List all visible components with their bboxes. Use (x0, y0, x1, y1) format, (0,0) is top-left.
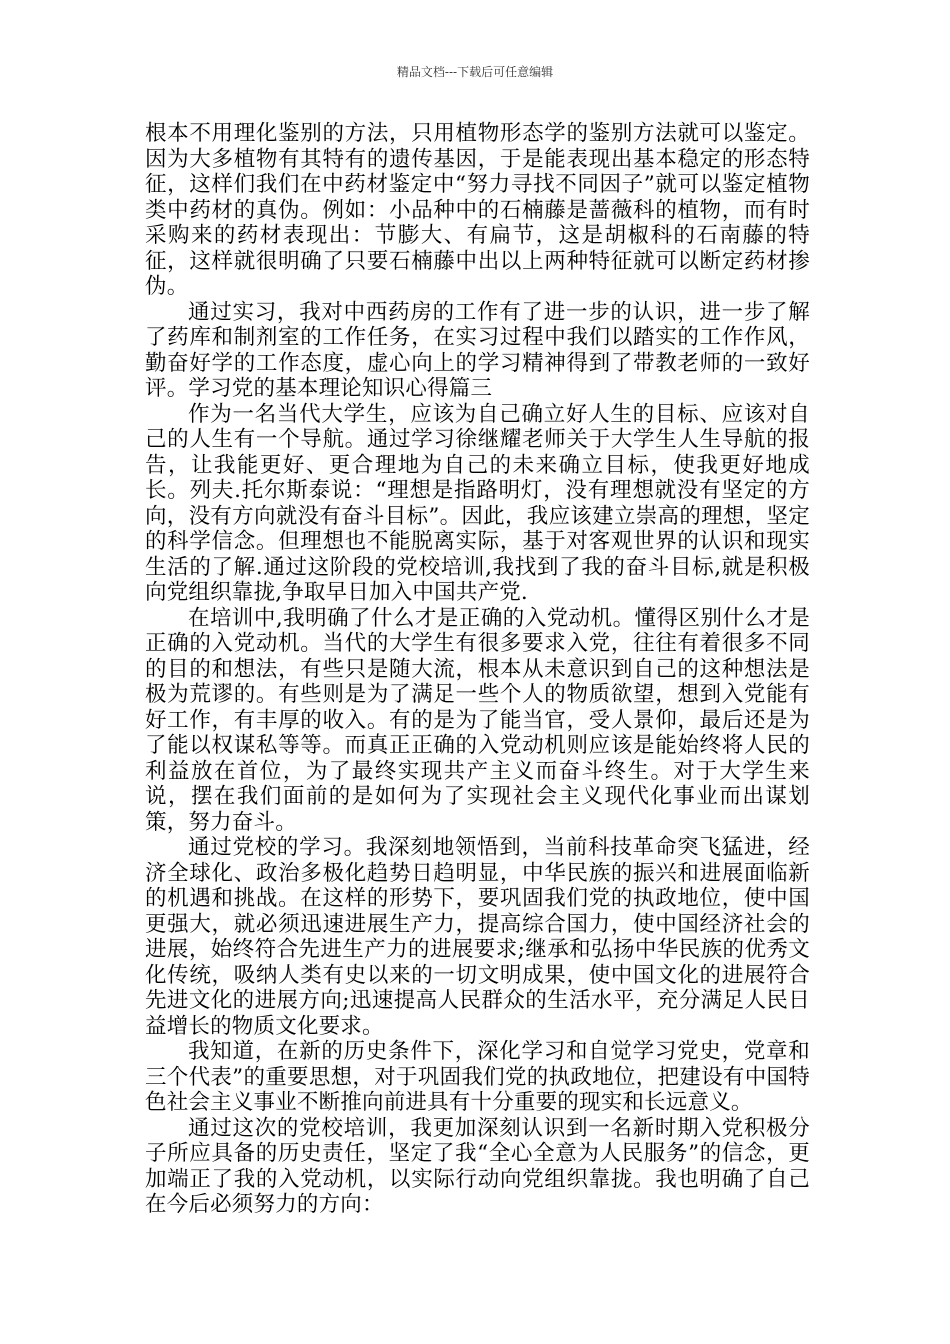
paragraph-7: 通过这次的党校培训，我更加深刻认识到一名新时期入党积极分子所应具备的历史责任，坚定了我“全心全意为人民服务”的信念，更加端正了我的入党动机，以实际行动向党组织靠拢。我也明确了自己在今后必须努力的方向： (145, 1115, 810, 1217)
paragraph-6: 我知道，在新的历史条件下，深化学习和自觉学习党史，党章和三个代表”的重要思想，对于巩固我们党的执政地位，把建设有中国特色社会主义事业不断推向前进具有十分重要的现实和长远意义。 (145, 1039, 810, 1115)
paragraph-1: 根本不用理化鉴别的方法，只用植物形态学的鉴别方法就可以鉴定。因为大多植物有其特有的遗传基因，于是能表现出基本稳定的形态特征，这样们我们在中药材鉴定中“努力寻找不同因子”就可以鉴定植物类中药材的真伪。例如：小品种中的石楠藤是蔷薇科的植物，而有时采购来的药材表现出：节膨大、有扁节，这是胡椒科的石南藤的特征，这样就很明确了只要石楠藤中出以上两种特征就可以断定药材掺伪。 (145, 121, 810, 299)
page-header: 精品文档---下载后可任意编辑 (396, 65, 554, 79)
paragraph-3: 作为一名当代大学生，应该为自己确立好人生的目标、应该对自己的人生有一个导航。通过学习徐继耀老师关于大学生人生导航的报告，让我能更好、更合理地为自己的未来确立目标，使我更好地成长。列夫.托尔斯泰说：“理想是指路明灯，没有理想就没有坚定的方向，没有方向就没有奋斗目标”。因此，我应该建立崇高的理想，坚定的科学信念。但理想也不能脱离实际，基于对客观世界的认识和现实生活的了解.通过这阶段的党校培训,我找到了我的奋斗目标,就是积极向党组织靠拢,争取早日加入中国共产党. (145, 401, 810, 605)
document-body (145, 121, 810, 1218)
paragraph-4: 在培训中,我明确了什么才是正确的入党动机。懂得区别什么才是正确的入党动机。当代的大学生有很多要求入党，往往有着很多不同的目的和想法，有些只是随大流，根本从未意识到自己的这种想法是极为荒谬的。有些则是为了满足一些个人的物质欲望，想到入党能有好工作，有丰厚的收入。有的是为了能当官，受人景仰，最后还是为了能以权谋私等等。而真正正确的入党动机则应该是能始终将人民的利益放在首位，为了最终实现共产主义而奋斗终生。对于大学生来说，摆在我们面前的是如何为了实现社会主义现代化事业而出谋划策，努力奋斗。 (145, 605, 810, 835)
paragraph-2: 通过实习，我对中西药房的工作有了进一步的认识，进一步了解了药库和制剂室的工作任务，在实习过程中我们以踏实的工作作风，勤奋好学的工作态度，虚心向上的学习精神得到了带教老师的一致好评。学习党的基本理论知识心得篇三 (145, 299, 810, 401)
paragraph-5: 通过党校的学习。我深刻地领悟到，当前科技革命突飞猛进，经济全球化、政治多极化趋势日趋明显，中华民族的振兴和进展面临新的机遇和挑战。在这样的形势下，要巩固我们党的执政地位，使中国更强大，就必须迅速进展生产力，提高综合国力，使中国经济社会的进展，始终符合先进生产力的进展要求;继承和弘扬中华民族的优秀文化传统，吸纳人类有史以来的一切文明成果，使中国文化的进展符合先进文化的进展方向;迅速提高人民群众的生活水平，充分满足人民日益增长的物质文化要求。 (145, 835, 810, 1039)
